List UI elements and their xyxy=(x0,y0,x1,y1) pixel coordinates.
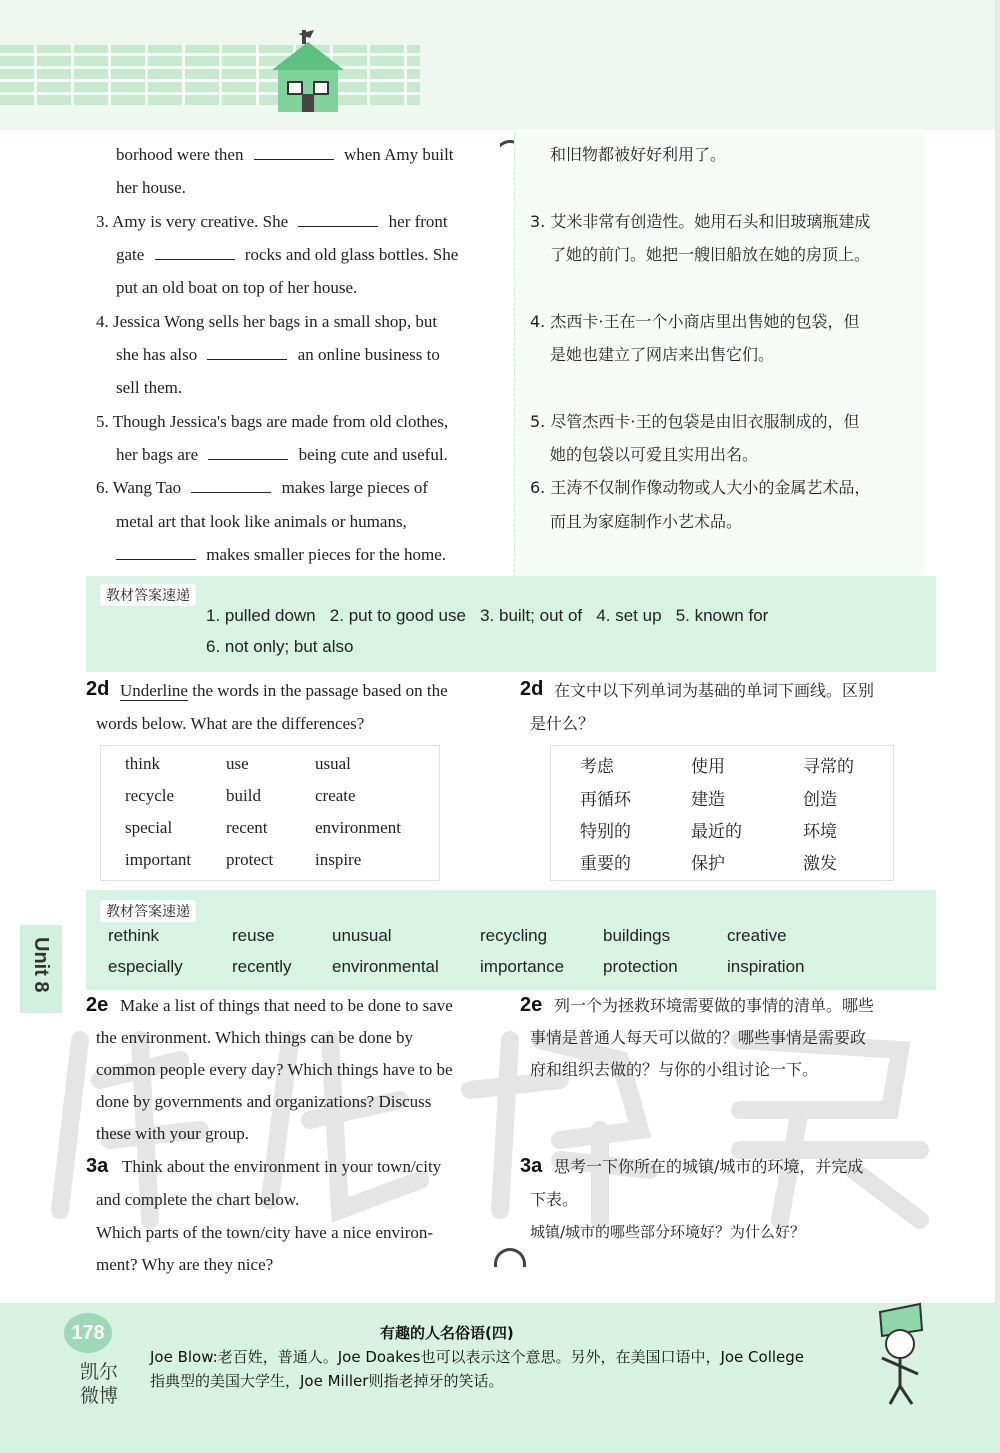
word-translation: 环境 xyxy=(803,822,837,842)
translation-line: 她的包袋以可爱且实用出名。 xyxy=(550,445,759,464)
instruction-line: 下表。 xyxy=(530,1190,579,1209)
answer-word: protection xyxy=(603,957,678,976)
exercise-line: 4. Jessica Wong sells her bags in a small shop, but xyxy=(96,312,438,331)
exercise-line: 5. Though Jessica's bags are made from old clothes, xyxy=(96,412,449,431)
watermark xyxy=(40,1000,940,1280)
house-icon xyxy=(258,28,358,114)
exercise-line: 3. Amy is very creative. She her front xyxy=(96,212,448,231)
word-translation: 建造 xyxy=(691,790,725,810)
answer-word: recently xyxy=(232,957,292,976)
page-number: 178 xyxy=(64,1313,112,1353)
word: protect xyxy=(226,850,274,869)
translation-line: 是她也建立了网店来出售它们。 xyxy=(550,345,775,364)
answer-word: rethink xyxy=(108,926,160,945)
word: use xyxy=(226,754,249,773)
instruction-line: 列一个为拯救环境需要做的事情的清单。哪些 xyxy=(554,996,875,1015)
tip-title: 有趣的人名俗语(四) xyxy=(380,1324,514,1342)
word: recycle xyxy=(125,786,175,805)
section-label: 3a xyxy=(86,1155,109,1177)
answer-line: 6. not only; but also xyxy=(206,637,354,656)
instruction-line: 事情是普通人每天可以做的？哪些事情是需要政 xyxy=(530,1028,867,1047)
word-translation: 再循环 xyxy=(580,790,631,810)
section-label: 2e xyxy=(86,994,109,1016)
instruction-line: Think about the environment in your town/city xyxy=(122,1157,442,1176)
instruction-line: common people every day? Which things have to be xyxy=(96,1060,453,1079)
exercise-line: metal art that look like animals or humans, xyxy=(116,512,407,531)
instruction-line: Which parts of the town/city have a nice environ- xyxy=(96,1223,434,1242)
answer-word: especially xyxy=(108,957,183,976)
word-translation: 激发 xyxy=(803,854,837,874)
instruction-underlined: Underline xyxy=(120,681,188,700)
tip-line: Joe Blow:老百姓，普通人。Joe Doakes也可以表示这个意思。另外，在美国口语中，Joe College xyxy=(150,1348,805,1366)
word: think xyxy=(125,754,160,773)
instruction-line: 府和组织去做的？与你的小组讨论一下。 xyxy=(530,1060,819,1079)
word: inspire xyxy=(315,850,362,869)
word: create xyxy=(315,786,356,805)
exercise-line: her bags are being cute and useful. xyxy=(116,445,448,464)
unit-label: Unit 8 xyxy=(30,937,52,993)
exercise-line: borhood were then when Amy built xyxy=(116,145,454,164)
exercise-line: 6. Wang Tao makes large pieces of xyxy=(96,478,429,497)
instruction-line: 在文中以下列单词为基础的单词下画线。区别 xyxy=(554,681,875,700)
exercise-line: gate rocks and old glass bottles. She xyxy=(116,245,459,264)
word: usual xyxy=(315,754,351,773)
section-label: 2e xyxy=(520,994,543,1016)
word-translation: 最近的 xyxy=(691,822,742,842)
answer-tag: 教材答案速递 xyxy=(100,584,196,606)
instruction-line: the environment. Which things can be done by xyxy=(96,1028,413,1047)
instruction-line: ment? Why are they nice? xyxy=(96,1255,274,1274)
instruction-line: 是什么？ xyxy=(530,714,595,733)
page-edge xyxy=(995,0,1000,1453)
answer-word: importance xyxy=(480,957,565,976)
publisher-label: 凯尔微博 xyxy=(80,1361,119,1407)
answer-tag: 教材答案速递 xyxy=(100,900,196,922)
tip-body xyxy=(150,1345,870,1393)
answer-word: environmental xyxy=(332,957,439,976)
section-label: 2d xyxy=(86,678,110,700)
word: special xyxy=(125,818,173,837)
word-translation: 使用 xyxy=(691,757,725,777)
word-translation: 重要的 xyxy=(580,854,631,874)
answer-word: reuse xyxy=(232,926,275,945)
word: environment xyxy=(315,818,401,837)
exercise-line: put an old boat on top of her house. xyxy=(116,278,358,297)
exercise-line: she has also an online business to xyxy=(116,345,440,364)
tip-line: 指典型的美国大学生，Joe Miller则指老掉牙的笑话。 xyxy=(150,1372,504,1390)
answer-word: creative xyxy=(727,926,787,945)
translation-line: 而且为家庭制作小艺术品。 xyxy=(550,512,743,531)
instruction-line: and complete the chart below. xyxy=(96,1190,300,1209)
instruction-line: words below. What are the differences? xyxy=(96,714,365,733)
section-label: 3a xyxy=(520,1155,543,1177)
word-translation: 创造 xyxy=(803,790,837,810)
answer-word: unusual xyxy=(332,926,392,945)
translation-line: 4. 杰西卡·王在一个小商店里出售她的包袋，但 xyxy=(530,312,860,331)
translation-line: 5. 尽管杰西卡·王的包袋是由旧衣服制成的，但 xyxy=(530,412,860,431)
exercise-line: makes smaller pieces for the home. xyxy=(116,538,446,571)
answer-word: buildings xyxy=(603,926,671,945)
instruction-line: 思考一下你所在的城镇/城市的环境，并完成 xyxy=(554,1157,864,1176)
word: build xyxy=(226,786,261,805)
word: recent xyxy=(226,818,268,837)
answer-word: recycling xyxy=(480,926,548,945)
word-translation: 特别的 xyxy=(580,822,631,842)
answer-line: 1. pulled down 2. put to good use 3. built; out of 4. set up 5. known for xyxy=(206,606,769,625)
watermark-brushstrokes xyxy=(40,1000,940,1230)
translation-line: 了她的前门。她把一艘旧船放在她的房顶上。 xyxy=(550,245,871,264)
word: important xyxy=(125,850,192,869)
instruction-line: 城镇/城市的哪些部分环境好？为什么好？ xyxy=(530,1223,806,1241)
exercise-line: her house. xyxy=(116,178,186,197)
word-translation: 考虑 xyxy=(580,757,614,777)
exercise-line: sell them. xyxy=(116,378,183,397)
word-translation: 保护 xyxy=(691,854,725,874)
instruction-line: done by governments and organizations? Discuss xyxy=(96,1092,432,1111)
instruction-line: these with your group. xyxy=(96,1124,249,1143)
translation-line: 和旧物都被好好利用了。 xyxy=(550,145,727,164)
instruction-line: Make a list of things that need to be done to save xyxy=(120,996,453,1015)
answer-word: inspiration xyxy=(727,957,805,976)
section-label: 2d xyxy=(520,678,544,700)
instruction-line: Underline the words in the passage based on the xyxy=(120,681,448,700)
word-translation: 寻常的 xyxy=(803,757,854,777)
translation-line: 6. 王涛不仅制作像动物或人大小的金属艺术品， xyxy=(530,478,871,497)
student-cartoon-icon xyxy=(860,1300,940,1410)
translation-line: 3. 艾米非常有创造性。她用石头和旧玻璃瓶建成 xyxy=(530,212,871,231)
